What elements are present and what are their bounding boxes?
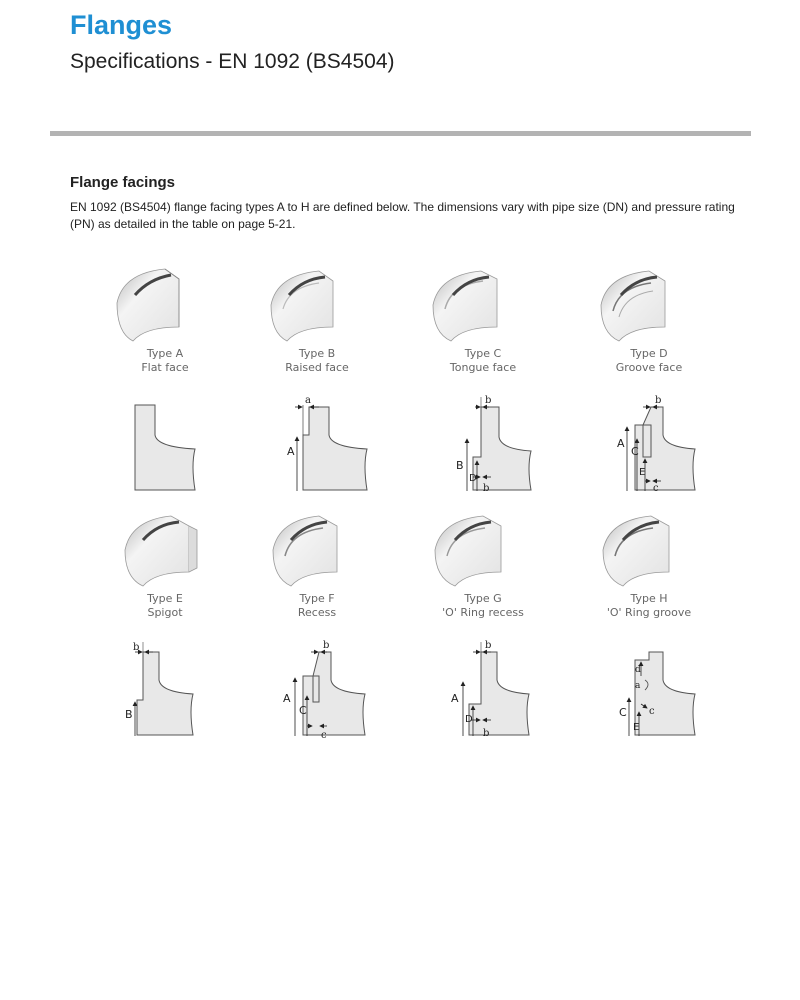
facing-name-label: 'O' Ring groove [606,606,692,619]
dim-label: D [469,473,477,484]
facing-name-label: 'O' Ring recess [442,606,524,619]
intro-paragraph: EN 1092 (BS4504) flange facing types A to H are defined below. The dimensions vary with pipe size (DN) and pressure rating (PN) as detailed in the table on page 5-21. [70,200,735,231]
dim-label: A [283,692,291,705]
o-ring-groove-profile-diagram [579,640,719,740]
o-ring-recess-render-icon [423,510,543,590]
dim-label: b [485,640,492,651]
dim-label: C [299,704,307,717]
facing-type-e [85,510,245,740]
dim-label: E [633,722,640,733]
dim-label: A [451,692,459,705]
o-ring-groove-render-icon [589,510,709,590]
dim-label: a [305,395,311,406]
recess-render-icon [257,510,377,590]
facing-type-b [237,265,397,495]
dim-label: b [133,642,140,653]
dim-label: a [635,681,641,691]
o-ring-recess-profile-diagram [413,640,553,740]
tongue-face-profile-diagram [413,395,553,495]
dim-label: b [485,395,492,406]
dim-label: b [483,483,490,494]
spigot-render-icon [105,510,225,590]
dim-label: c [649,706,655,717]
facing-name-label: Recess [297,606,337,619]
header-divider [50,131,751,136]
dim-label: c [653,483,659,494]
facing-type-label: Type H [630,592,668,605]
spigot-profile-diagram [95,640,235,740]
facing-type-h [569,510,729,740]
facing-type-label: Type E [147,592,183,605]
facing-type-label: Type D [630,347,668,360]
flat-face-render-icon [105,265,225,345]
page-title: Flanges [70,10,173,40]
tongue-face-render-icon [423,265,543,345]
dim-label: c [321,730,327,740]
facing-type-label: Type F [299,592,335,605]
facing-type-f [237,510,397,740]
raised-face-profile-diagram [247,395,387,495]
facing-type-label: Type B [298,347,336,360]
facing-name-label: Flat face [141,361,189,374]
dim-label: B [125,708,133,721]
dim-label: b [655,395,662,406]
dim-label: C [631,445,639,458]
dim-label: D [465,714,473,725]
recess-profile-diagram [247,640,387,740]
dim-label: A [617,437,625,450]
page-subtitle: Specifications - EN 1092 (BS4504) [70,50,395,73]
facing-name-label: Tongue face [449,361,517,374]
facing-type-label: Type G [464,592,502,605]
facing-type-label: Type C [464,347,502,360]
facing-type-d [569,265,729,495]
groove-face-profile-diagram [579,395,719,495]
facing-type-a [85,265,245,495]
dim-label: b [483,728,490,739]
facing-type-label: Type A [146,347,184,360]
dim-label: A [287,445,295,458]
groove-face-render-icon [589,265,709,345]
facing-type-c [403,265,563,495]
dim-label: b [323,640,330,651]
facing-name-label: Groove face [615,361,683,374]
dim-label: B [456,459,464,472]
dim-label: E [639,467,646,478]
facing-name-label: Spigot [147,606,183,619]
flat-face-profile-diagram [95,395,235,495]
raised-face-render-icon [257,265,377,345]
dim-label: d [635,665,641,675]
section-heading: Flange facings [70,174,176,191]
facing-name-label: Raised face [285,361,349,374]
facing-type-g [403,510,563,740]
dim-label: C [619,706,627,719]
